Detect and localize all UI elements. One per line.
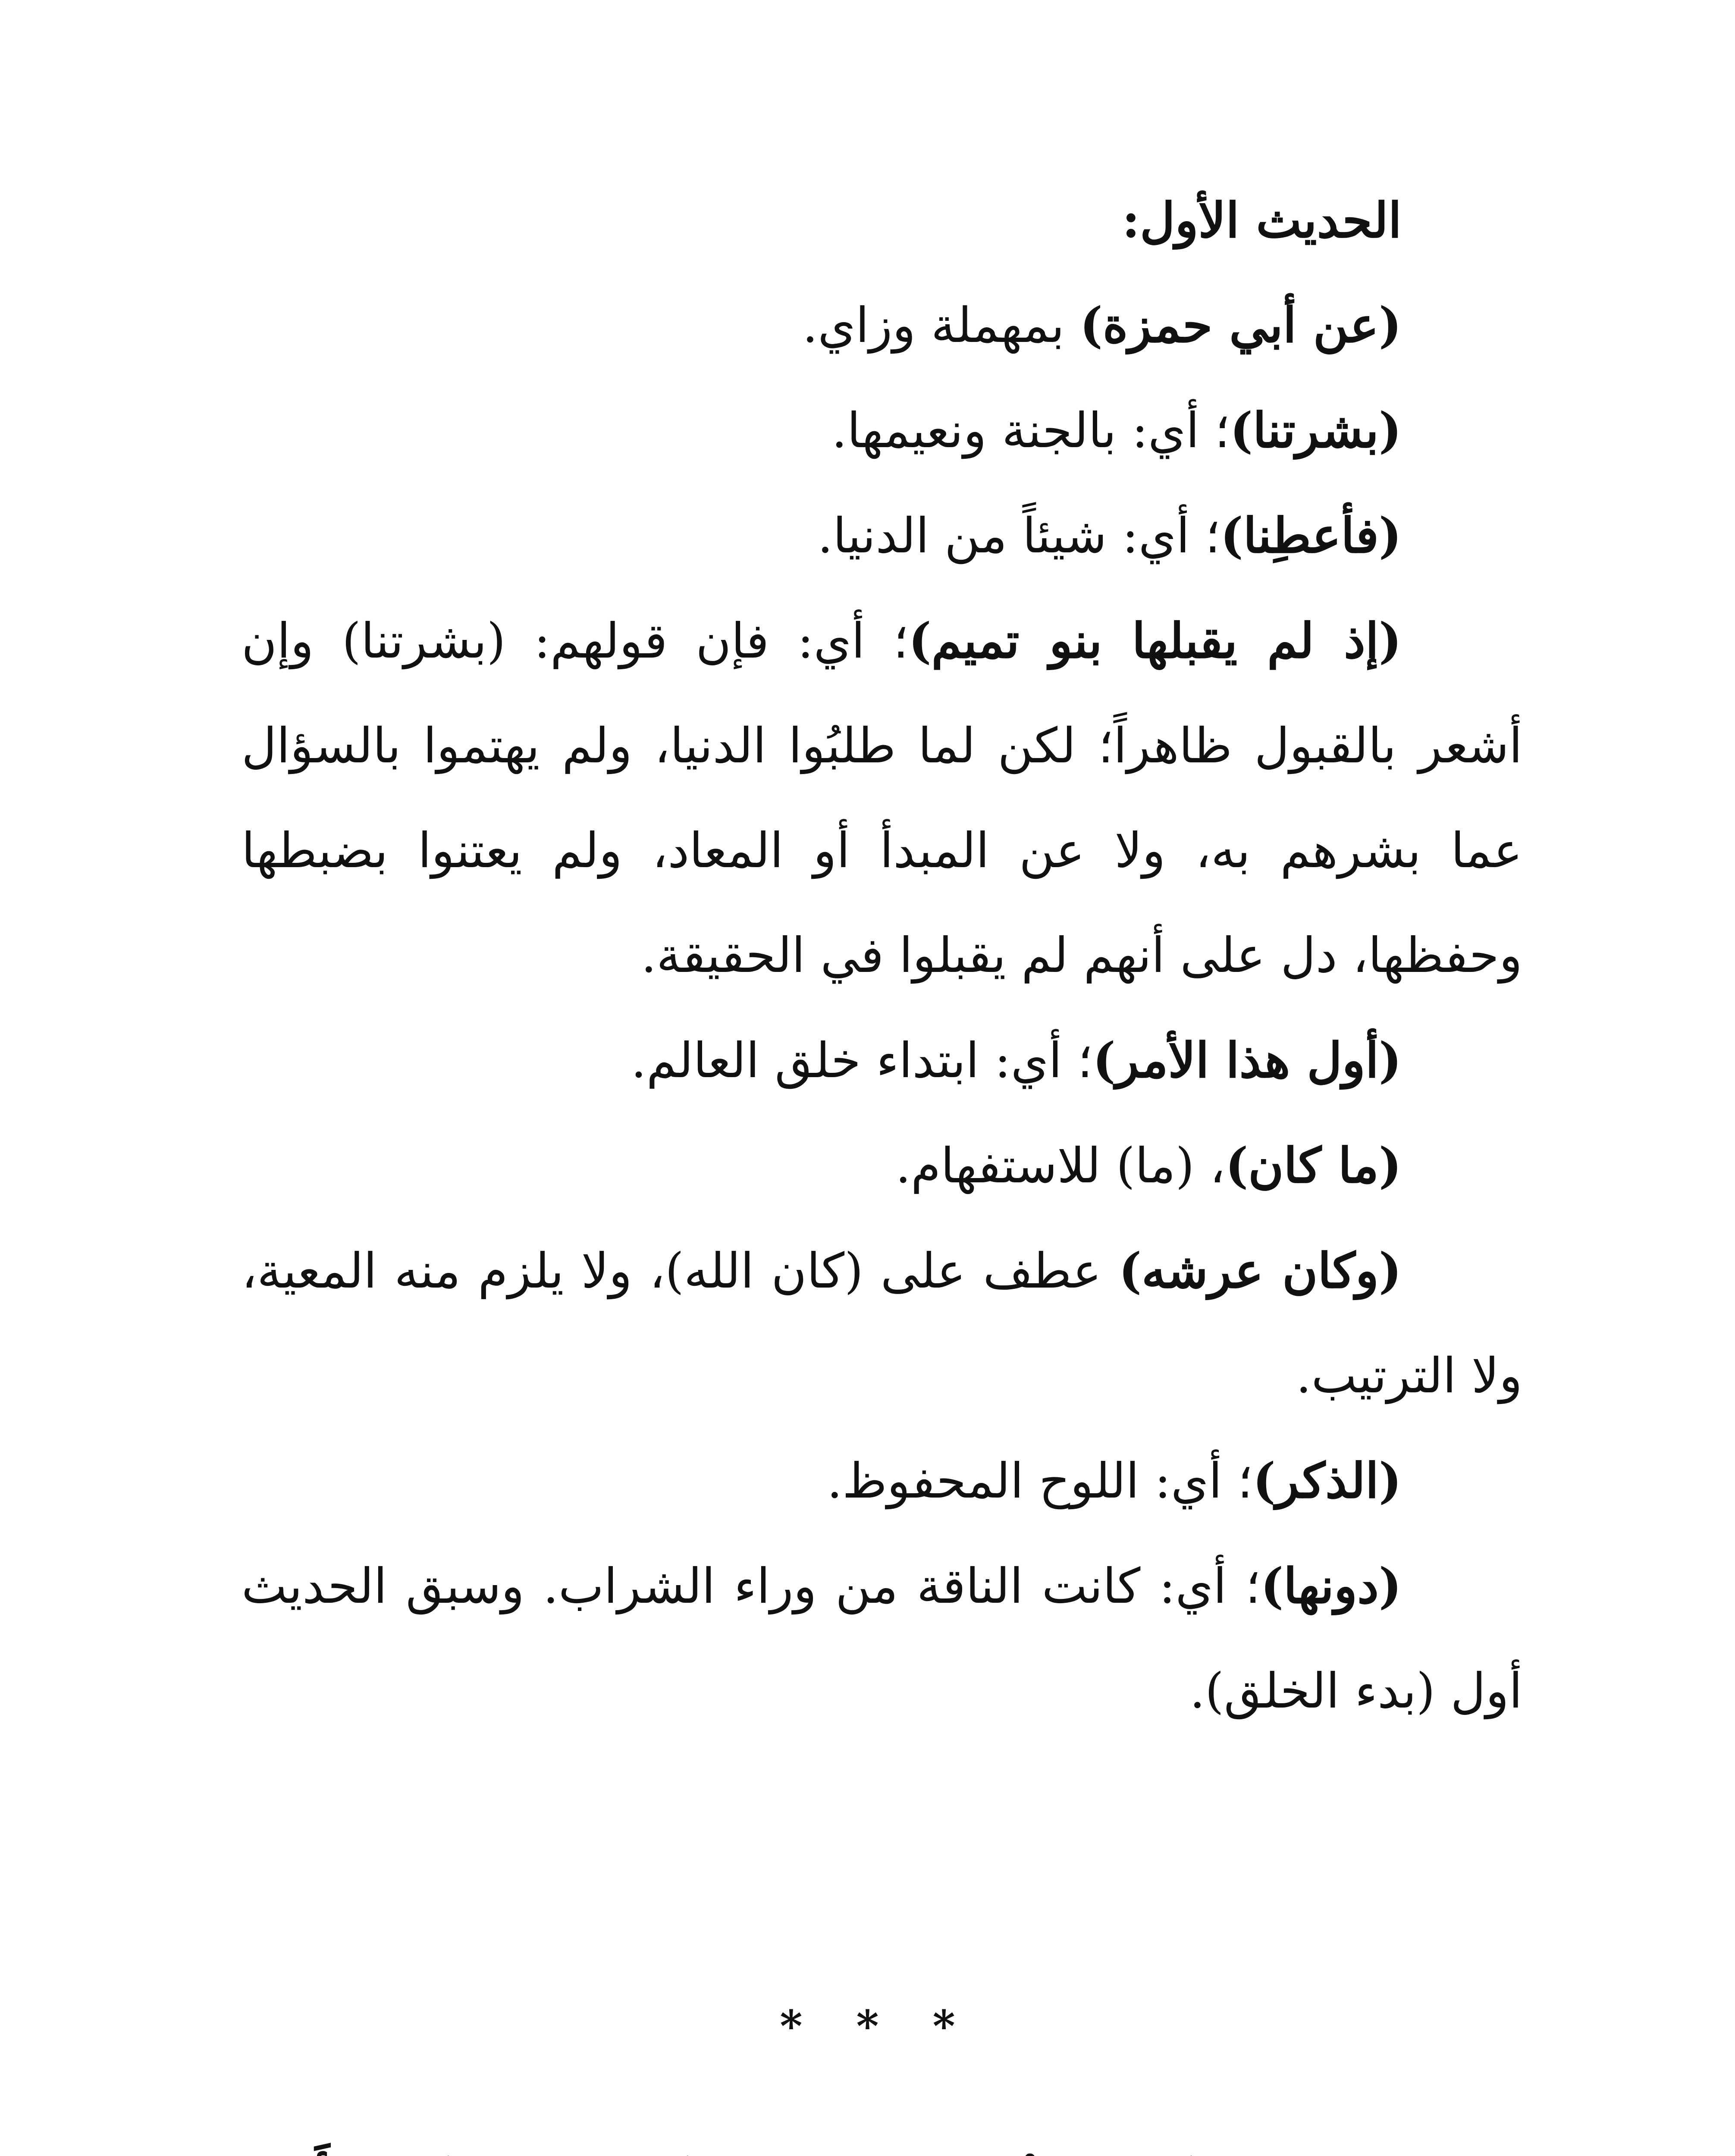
explanation: ؛ أي: بالجنة ونعيمها. xyxy=(831,403,1230,459)
paragraph-1 xyxy=(242,273,1522,378)
term: (الذكر) xyxy=(1252,1453,1402,1509)
paragraph-6 xyxy=(242,1113,1522,1219)
section-separator: * * * xyxy=(780,2001,955,2052)
paragraph-7 xyxy=(242,1219,1522,1429)
term: (فأعطِنا) xyxy=(1220,508,1402,564)
explanation: ؛ أي: شيئاً من الدنيا. xyxy=(817,508,1220,564)
term: (دونها) xyxy=(1261,1558,1402,1614)
paragraph-3 xyxy=(242,483,1522,589)
explanation: بمهملة وزاي. xyxy=(802,298,1080,354)
term: (عن أبي حمزة) xyxy=(1079,297,1402,354)
paragraph-8 xyxy=(242,1429,1522,1534)
term: (وكان عرشه) xyxy=(1119,1243,1402,1299)
section-heading: الحديث الأول: xyxy=(1122,192,1402,249)
explanation: ؛ أي: اللوح المحفوظ. xyxy=(827,1453,1253,1509)
paragraph-9 xyxy=(242,1534,1522,1744)
commentary-text xyxy=(242,168,1522,1744)
paragraph-2 xyxy=(242,378,1522,483)
explanation: ؛ أي: كانت الناقة من وراء الشراب. وسبق الحديث أول (بدء الخلق). xyxy=(242,1558,1522,1719)
term: (ما كان) xyxy=(1225,1138,1402,1194)
explanation: عطف على (كان الله)، ولا يلزم منه المعية، ولا الترتيب. xyxy=(242,1243,1522,1404)
explanation: ؛ أي: فإن قولهم: (بشرتنا) وإن أشعر بالقبول ظاهراً؛ لكن لما طلبُوا الدنيا، ولم يهتموا بالسؤال عما بشرهم به، ولا عن المبدأ أو المعاد، ولم يعتنوا بضبطها وحفظها، دل على أنهم لم يقبلوا في الحقيقة. xyxy=(242,613,1522,984)
explanation: ، (ما) للاستفهام. xyxy=(895,1138,1226,1194)
term: (إذ لم يقبلها بنو تميم) xyxy=(908,613,1402,669)
paragraph-5 xyxy=(242,1008,1522,1113)
hadith-text xyxy=(242,2134,1522,2156)
term: (أول هذا الأمر) xyxy=(1092,1032,1402,1089)
explanation: ؛ أي: ابتداء خلق العالم. xyxy=(631,1033,1093,1089)
paragraph-4 xyxy=(242,589,1522,1008)
term: (بشرتنا) xyxy=(1230,402,1402,459)
